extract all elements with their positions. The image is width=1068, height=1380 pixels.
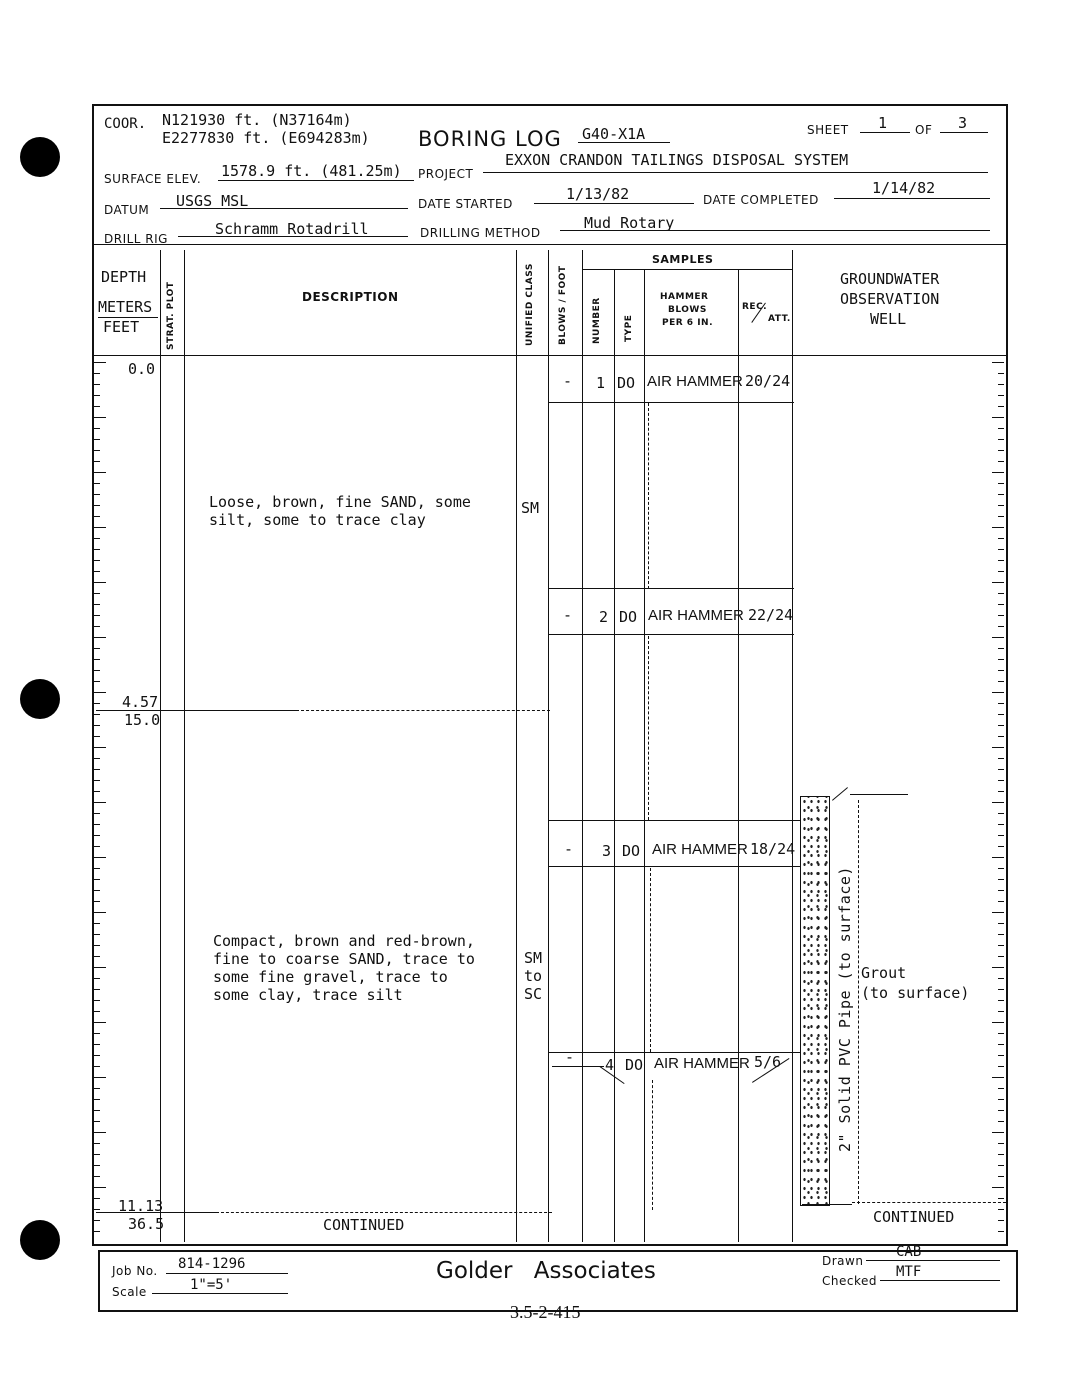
boring-id: G40-X1A — [582, 125, 646, 143]
depth-tick — [94, 923, 100, 924]
well-tick — [998, 989, 1004, 990]
depth-tick — [94, 516, 100, 517]
pvc-pipe-label: 2" Solid PVC Pipe (to surface) — [836, 866, 854, 1152]
well-tick — [998, 1033, 1004, 1034]
depth-tick — [94, 1022, 106, 1023]
depth-tick — [94, 813, 100, 814]
well-tick — [998, 1154, 1004, 1155]
well-tick — [992, 802, 1004, 803]
sample-2-number: 2 — [599, 608, 609, 626]
col-att: ATT. — [768, 314, 791, 324]
checked-value: MTF — [896, 1264, 922, 1280]
col-meters: METERS — [98, 298, 153, 316]
depth-tick — [94, 637, 106, 638]
depth-tick — [94, 571, 100, 572]
depth-tick — [94, 714, 100, 715]
col-hammer-3: PER 6 IN. — [662, 318, 714, 328]
header-separator — [92, 244, 1006, 245]
depth-tick — [94, 1044, 100, 1045]
well-tick — [992, 1077, 1004, 1078]
well-tick — [998, 1055, 1004, 1056]
depth-tick — [94, 967, 106, 968]
well-tick — [998, 439, 1004, 440]
pvc-pipe-wall — [858, 800, 859, 1204]
stratum-1-class: SM — [521, 499, 540, 517]
sample-2-hammer: AIR HAMMER — [648, 607, 744, 624]
depth-col-right — [160, 250, 161, 1242]
well-tick — [998, 934, 1004, 935]
depth-tick — [94, 769, 100, 770]
surface-elev-underline — [218, 180, 414, 181]
depth-tick — [94, 978, 100, 979]
depth-tick — [94, 483, 100, 484]
project-value: EXXON CRANDON TAILINGS DISPOSAL SYSTEM — [505, 151, 849, 169]
drilling-method-label: DRILLING METHOD — [420, 226, 541, 240]
depth-tick — [94, 1011, 100, 1012]
depth-tick — [94, 428, 100, 429]
depth-tick — [94, 604, 100, 605]
well-tick — [998, 879, 1004, 880]
depth-bottom-ft: 36.5 — [128, 1215, 165, 1233]
well-tick — [992, 1187, 1004, 1188]
well-tick — [998, 681, 1004, 682]
depth-tick — [94, 1143, 100, 1144]
well-tick — [992, 637, 1004, 638]
depth-tick — [94, 1165, 100, 1166]
depth-tick — [94, 659, 100, 660]
coor-east: E2277830 ft. (E694283m) — [162, 129, 370, 147]
col-strat-plot: STRAT. PLOT — [166, 281, 176, 350]
sample-4-number: 4 — [605, 1056, 615, 1074]
depth-tick — [94, 846, 100, 847]
stratum-2-class: SM to SC — [524, 949, 543, 1003]
coor-north: N121930 ft. (N37164m) — [162, 111, 352, 129]
well-tick — [998, 1198, 1004, 1199]
date-completed-underline — [834, 198, 990, 199]
well-tick — [992, 1022, 1004, 1023]
drilling-method-value: Mud Rotary — [584, 214, 675, 232]
well-tick — [992, 912, 1004, 913]
sample-2-rec: 22/24 — [748, 606, 794, 624]
drill-rig-underline — [178, 236, 408, 237]
col-gw-1: GROUNDWATER — [840, 270, 940, 288]
sample-4-hammer-dash — [652, 1080, 653, 1210]
sample-4-type: DO — [625, 1056, 644, 1074]
well-tick — [998, 406, 1004, 407]
well-tick — [998, 1099, 1004, 1100]
depth-tick — [94, 824, 100, 825]
well-tick — [998, 780, 1004, 781]
depth-tick — [94, 1198, 100, 1199]
depth-tick — [94, 1066, 100, 1067]
well-tick — [998, 1044, 1004, 1045]
well-tick — [998, 571, 1004, 572]
well-tick — [998, 813, 1004, 814]
depth-tick — [94, 670, 100, 671]
rec-col-right — [792, 250, 793, 1242]
well-tick — [998, 945, 1004, 946]
depth-tick — [94, 461, 100, 462]
depth-tick — [94, 1187, 106, 1188]
binder-hole-bottom — [20, 1220, 60, 1260]
well-tick — [998, 714, 1004, 715]
well-tick — [998, 846, 1004, 847]
well-tick — [998, 1165, 1004, 1166]
well-tick — [998, 769, 1004, 770]
well-tick — [998, 1110, 1004, 1111]
sheet-label: SHEET — [807, 123, 849, 137]
depth-tick — [94, 1000, 100, 1001]
date-started-underline — [534, 203, 694, 204]
well-tick — [992, 527, 1004, 528]
sample-2-blows: - — [563, 606, 573, 624]
depth-tick — [94, 791, 100, 792]
sheet-total: 3 — [958, 114, 968, 132]
depth-tick — [94, 362, 106, 363]
drawn-label: Drawn — [822, 1254, 864, 1268]
col-type: TYPE — [624, 314, 634, 342]
well-tick — [998, 626, 1004, 627]
drawn-underline — [866, 1260, 1000, 1261]
datum-underline — [160, 208, 408, 209]
sample-2-hammer-dash — [648, 636, 649, 820]
date-started-label: DATE STARTED — [418, 197, 513, 211]
col-feet: FEET — [103, 318, 140, 336]
col-depth: DEPTH — [101, 268, 147, 286]
well-tick — [998, 1000, 1004, 1001]
well-tick — [998, 659, 1004, 660]
type-col-right — [644, 270, 645, 1242]
well-bottom-line — [802, 1204, 852, 1205]
col-gw-3: WELL — [870, 310, 907, 328]
depth-tick — [94, 681, 100, 682]
depth-tick — [94, 417, 106, 418]
depth-tick — [94, 549, 100, 550]
datum-value: USGS MSL — [176, 192, 249, 210]
sample-3-rec: 18/24 — [750, 840, 796, 858]
depth-tick — [94, 1154, 100, 1155]
sample-1-type: DO — [617, 374, 636, 392]
depth-tick — [94, 439, 100, 440]
col-blows-per-foot: BLOWS / FOOT — [558, 265, 568, 345]
checked-underline — [880, 1280, 1000, 1281]
well-tick — [998, 615, 1004, 616]
blows-col-right — [582, 250, 583, 1242]
well-tick — [992, 362, 1004, 363]
sample-1-hammer: AIR HAMMER — [647, 373, 743, 390]
stratum-1-description: Loose, brown, fine SAND, some silt, some to trace clay — [209, 493, 471, 529]
binder-hole-top — [20, 137, 60, 177]
surface-elev-value: 1578.9 ft. (481.25m) — [221, 162, 402, 180]
well-tick — [998, 1231, 1004, 1232]
sample-4-hammer: AIR HAMMER — [654, 1055, 750, 1072]
depth-tick — [94, 747, 106, 748]
well-tick — [998, 560, 1004, 561]
depth-tick — [94, 1110, 100, 1111]
sample-3-bottom — [548, 866, 800, 867]
depth-tick — [94, 1121, 100, 1122]
well-tick — [998, 736, 1004, 737]
col-unified-class: UNIFIED CLASS — [525, 263, 535, 346]
well-tick — [998, 1209, 1004, 1210]
sheet-total-underline — [940, 132, 988, 133]
drill-rig-value: Schramm Rotadrill — [215, 220, 369, 238]
well-tick — [998, 494, 1004, 495]
sample-4-blows: - — [565, 1048, 575, 1066]
well-tick — [998, 868, 1004, 869]
sample-1-rec: 20/24 — [745, 372, 791, 390]
depth-tick — [94, 945, 100, 946]
well-tick — [992, 967, 1004, 968]
col-gw-2: OBSERVATION — [840, 290, 940, 308]
depth-tick — [94, 582, 106, 583]
depth-tick — [94, 384, 100, 385]
depth-tick — [94, 1055, 100, 1056]
depth-tick — [94, 1176, 100, 1177]
sample-1-blows: - — [563, 372, 573, 390]
well-tick — [998, 593, 1004, 594]
stratum-2-description: Compact, brown and red-brown, fine to coarse SAND, trace to some fine gravel, trace to some clay, trace silt — [213, 932, 475, 1004]
class-col-right — [548, 250, 549, 1242]
well-tick — [998, 956, 1004, 957]
depth-tick — [94, 626, 100, 627]
depth-tick — [94, 1132, 106, 1133]
continued-description: CONTINUED — [323, 1216, 405, 1234]
sample-4-bottom-left — [552, 1066, 604, 1067]
date-started-value: 1/13/82 — [566, 185, 630, 203]
drilling-method-underline — [560, 230, 990, 231]
depth-tick — [94, 560, 100, 561]
well-tick — [998, 505, 1004, 506]
well-tick — [992, 472, 1004, 473]
col-samples: SAMPLES — [652, 253, 714, 266]
well-tick — [998, 703, 1004, 704]
project-underline — [483, 172, 988, 173]
datum-label: DATUM — [104, 203, 150, 217]
scale-value: 1"=5' — [190, 1277, 233, 1293]
well-tick — [998, 450, 1004, 451]
depth-tick — [94, 857, 106, 858]
well-tick — [998, 384, 1004, 385]
binder-hole-middle — [20, 679, 60, 719]
col-hammer-2: BLOWS — [668, 305, 707, 315]
project-label: PROJECT — [418, 167, 474, 181]
grout-column — [800, 796, 830, 1206]
scale-underline — [152, 1293, 288, 1294]
sample-3-number: 3 — [602, 842, 612, 860]
sample-3-type: DO — [622, 842, 641, 860]
grout-label-2: (to surface) — [861, 984, 970, 1002]
depth-tick — [94, 1099, 100, 1100]
depth-tick — [94, 593, 100, 594]
col-hammer-1: HAMMER — [660, 292, 709, 302]
date-completed-value: 1/14/82 — [872, 179, 936, 197]
well-tick — [998, 483, 1004, 484]
sample-3-blows: - — [564, 840, 574, 858]
continued-well: CONTINUED — [873, 1208, 955, 1226]
sample-3-hammer-dash — [650, 868, 651, 1052]
depth-tick — [94, 450, 100, 451]
well-tick — [992, 857, 1004, 858]
hammer-col-right — [738, 270, 739, 1242]
depth-tick — [94, 780, 100, 781]
checked-label: Checked — [822, 1274, 877, 1288]
col-description: DESCRIPTION — [302, 290, 399, 304]
well-tick — [998, 516, 1004, 517]
well-tick — [998, 791, 1004, 792]
well-tick — [998, 1011, 1004, 1012]
well-bottom-dashed — [852, 1202, 1006, 1203]
depth-tick — [94, 1220, 100, 1221]
well-tick — [998, 890, 1004, 891]
depth-bottom-m: 11.13 — [118, 1197, 164, 1215]
job-no-value: 814-1296 — [178, 1256, 246, 1272]
depth-tick — [94, 648, 100, 649]
well-tick — [992, 692, 1004, 693]
date-completed-label: DATE COMPLETED — [703, 193, 819, 207]
depth-tick — [94, 956, 100, 957]
number-col-right — [614, 270, 615, 1242]
surface-elev-label: SURFACE ELEV. — [104, 172, 202, 186]
well-tick — [998, 758, 1004, 759]
depth-tick — [94, 890, 100, 891]
desc-col-right — [516, 250, 517, 1242]
depth-tick — [94, 1033, 100, 1034]
well-tick — [998, 1066, 1004, 1067]
drill-rig-label: DRILL RIG — [104, 232, 168, 246]
depth-boundary-ft: 15.0 — [124, 711, 161, 729]
depth-tick — [94, 879, 100, 880]
bottom-of-boring-dashed — [216, 1212, 552, 1213]
depth-tick — [94, 725, 100, 726]
job-no-label: Job No. — [112, 1264, 158, 1278]
sample-1-number: 1 — [596, 374, 606, 392]
depth-tick — [94, 934, 100, 935]
page-title: BORING LOG — [418, 127, 562, 151]
stratum-boundary-dashed — [296, 710, 550, 711]
well-tick — [998, 670, 1004, 671]
well-tick — [998, 824, 1004, 825]
well-tick — [998, 1088, 1004, 1089]
sample-3-hammer: AIR HAMMER — [652, 841, 748, 858]
page-number: 3.5-2-415 — [510, 1302, 581, 1322]
grout-top-line — [850, 794, 908, 795]
depth-tick — [94, 1209, 100, 1210]
depth-tick — [94, 472, 106, 473]
well-tick — [998, 648, 1004, 649]
strat-col-right — [184, 250, 185, 1242]
depth-tick — [94, 615, 100, 616]
depth-tick — [94, 494, 100, 495]
depth-tick — [94, 527, 106, 528]
well-tick — [992, 1132, 1004, 1133]
well-tick — [998, 395, 1004, 396]
coor-label: COOR. — [104, 116, 147, 132]
depth-tick — [94, 1088, 100, 1089]
well-tick — [998, 978, 1004, 979]
depth-tick — [94, 758, 100, 759]
depth-tick — [94, 912, 106, 913]
depth-tick — [94, 868, 100, 869]
scale-label: Scale — [112, 1285, 147, 1299]
well-tick — [998, 923, 1004, 924]
sheet-number-underline — [860, 132, 910, 133]
grout-label-1: Grout — [861, 964, 907, 982]
sample-2-bottom — [548, 634, 794, 635]
well-tick — [998, 1121, 1004, 1122]
depth-top: 0.0 — [128, 360, 156, 378]
depth-tick — [94, 395, 100, 396]
well-tick — [992, 417, 1004, 418]
depth-tick — [94, 1077, 106, 1078]
well-tick — [998, 835, 1004, 836]
depth-tick — [94, 989, 100, 990]
well-tick — [998, 1220, 1004, 1221]
well-tick — [998, 725, 1004, 726]
sample-3-top — [548, 820, 800, 821]
sheet-number: 1 — [878, 114, 888, 132]
sample-1-hammer-dash — [648, 403, 649, 589]
depth-tick — [94, 373, 100, 374]
well-tick — [998, 1143, 1004, 1144]
depth-tick — [94, 901, 100, 902]
job-no-underline — [166, 1273, 288, 1274]
company-name: Golder Associates — [436, 1258, 656, 1284]
sample-2-type: DO — [619, 608, 638, 626]
well-tick — [998, 538, 1004, 539]
well-tick — [992, 582, 1004, 583]
col-rec: REC. — [742, 302, 768, 312]
sample-2-top — [548, 588, 794, 589]
depth-tick — [94, 802, 106, 803]
well-tick — [998, 604, 1004, 605]
depth-tick — [94, 538, 100, 539]
depth-boundary-m: 4.57 — [122, 693, 159, 711]
depth-tick — [94, 692, 106, 693]
sample-4-rec: 5/6 — [754, 1053, 782, 1071]
well-tick — [998, 1176, 1004, 1177]
col-number: NUMBER — [592, 297, 602, 344]
depth-tick — [94, 406, 100, 407]
depth-tick — [94, 835, 100, 836]
bottom-of-boring — [96, 1212, 216, 1213]
depth-tick — [94, 1231, 100, 1232]
well-tick — [998, 901, 1004, 902]
column-header-bottom — [92, 355, 1006, 356]
depth-tick — [94, 736, 100, 737]
depth-tick — [94, 703, 100, 704]
well-tick — [998, 461, 1004, 462]
well-tick — [998, 428, 1004, 429]
stratum-boundary — [96, 710, 296, 711]
well-tick — [992, 747, 1004, 748]
sample-1-bottom — [548, 402, 794, 403]
of-label: OF — [915, 123, 933, 137]
well-tick — [998, 373, 1004, 374]
drawn-value: CAB — [896, 1244, 922, 1260]
boring-id-underline — [578, 142, 670, 143]
depth-tick — [94, 505, 100, 506]
well-tick — [998, 549, 1004, 550]
